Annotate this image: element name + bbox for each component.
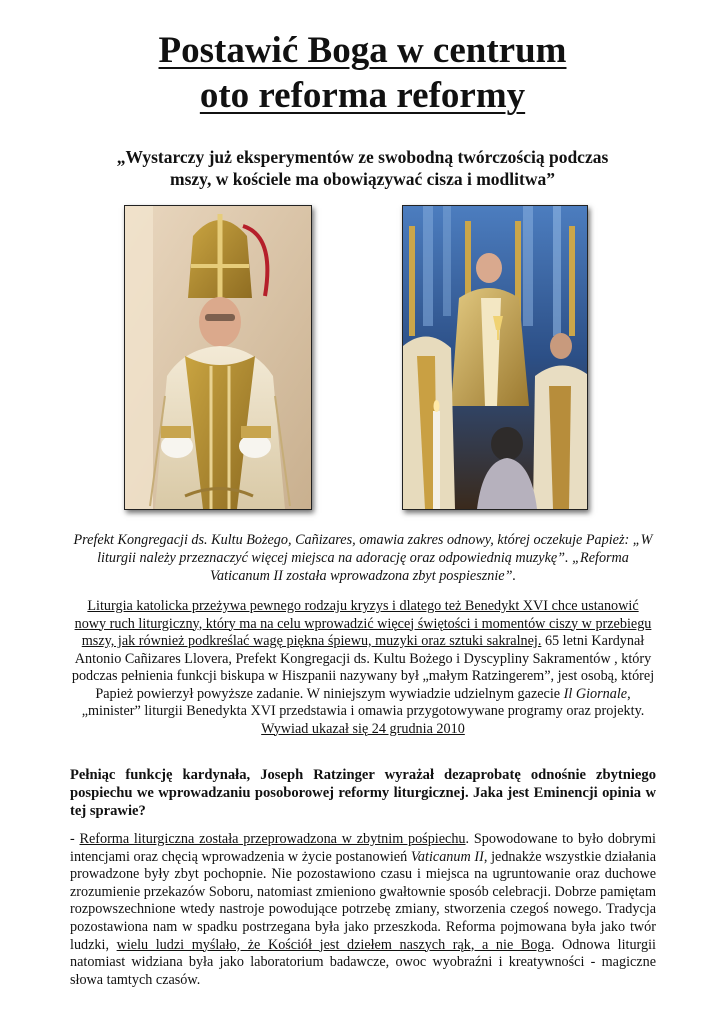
photo-caption: Prefekt Kongregacji ds. Kultu Bożego, Cañizares, omawia zakres odnowy, której oczekuje Papież: „W liturgii należy przeznaczyć więcej miejsca na adorację oraz odpowiednią muzykę”. „Reforma Vaticanum II została wprowadzona zbyt pospiesznie”.: [73, 532, 653, 584]
answer-text-1: . Spowodowane to było dobrymi intencjami oraz chęcią wprowadzenia w życie postanowień: [70, 831, 657, 865]
interview-question: Pełniąc funkcję kardynała, Joseph Ratzinger wyrażał dezaprobatę odnośnie zbytniego pospiechu we wprowadzaniu posoborowej reformy liturgicznej. Jaka jest Eminencji opinia w tej sprawie?: [70, 767, 656, 819]
answer-dash: -: [70, 831, 80, 847]
cardinal-mass-photo: [402, 205, 588, 510]
intro-paragraph: [70, 598, 656, 738]
cardinal-mass-image: [403, 206, 587, 509]
answer-underlined-2: wielu ludzi myślało, że Kościół jest dziełem naszych rąk, a nie Boga: [116, 936, 551, 953]
intro-text-1: 65 letni Kardynał Antonio Cañizares Llovera, Prefekt Kongregacji ds. Kultu Bożego i Dyscypliny Sakramentów , który podczas pełnienia funkcji biskupa w Hiszpanii nazywany był „małym Ratzingerem”, jest osobą, której Papież powierzył powyższe zadanie. W niniejszym wywiadzie udzielnym gazecie: [71, 633, 655, 702]
title-line-2: oto reforma reformy: [199, 75, 526, 116]
interview-date-line: Wywiad ukazał się 24 grudnia 2010: [261, 720, 465, 737]
subtitle-line-1: „Wystarczy już eksperymentów ze swobodną twórczością podczas: [116, 147, 609, 167]
interview-answer: [70, 831, 656, 989]
intro-text-2: , „minister” liturgii Benedykta XVI przedstawia i omawia przygotowywane programy oraz projekty.: [81, 685, 645, 719]
intro-underlined-text: Liturgia katolicka przeżywa pewnego rodzaju kryzys i dlatego też Benedykt XVI chce ustanowić nowy ruch liturgiczny, który ma na celu wprowadzić więcej świętości i momentów ciszy w przebiegu mszy, jak również podkreślać wagę piękna śpiewu, muzyki oraz sztuki sakralnej.: [74, 598, 652, 649]
newspaper-name: Il Giornale: [563, 685, 628, 702]
page-title: [0, 28, 725, 118]
answer-underlined-1: Reforma liturgiczna została przeprowadzona w zbytnim pośpiechu: [79, 831, 466, 847]
cardinal-seated-image: [125, 206, 311, 509]
title-line-1: Postawić Boga w centrum: [158, 30, 567, 71]
subtitle-line-2: mszy, w kościele ma obowiązywać cisza i modlitwa”: [170, 169, 555, 189]
subtitle-quote: [60, 146, 665, 190]
answer-text-3: . Odnowa liturgii natomiast widziana była jako laboratorium badawcze, owoc wyobraźni i kreatywności - magiczne słowa tamtych czasów.: [70, 936, 656, 988]
vaticanum-term: Vaticanum II: [410, 848, 484, 865]
answer-text-2: , jednakże wszystkie działania prowadzone były zbyt pochopnie. Nie pozostawiono czasu i miejsca na ugruntowanie oraz duchowe zrozumienie przekazów Soboru, natomiast zmieniono gwałtownie sposób celebracji. Dobrze pamiętam rozpowszechnione wtedy nastroje powodujące potrzebę zmiany, stworzenia czegoś nowego. Tradycja pozostawiona nam w spadku postrzegana była jako przeszkoda. Reforma pojmowana była jako twór ludzki,: [70, 848, 657, 953]
cardinal-seated-photo: [124, 205, 312, 510]
